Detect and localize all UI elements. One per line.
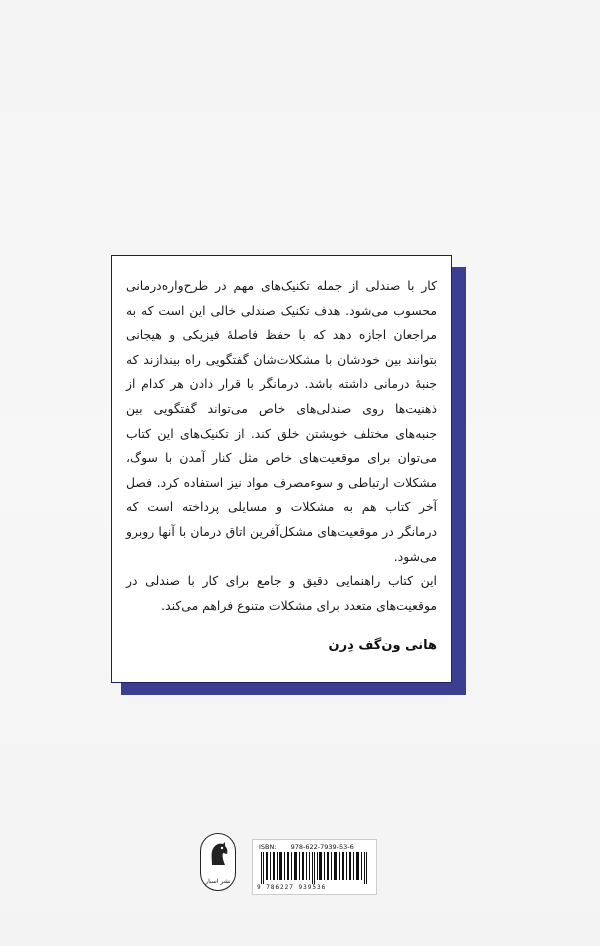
blurb-paragraph-2: این کتاب راهنمایی دقیق و جامع برای کار با صندلی در موقعیت‌های متعدد برای مشکلات متنوع فراهم می‌کند.: [126, 573, 437, 613]
author-name: هانی ون‌گف دِرن: [328, 638, 437, 653]
horse-head-icon: [206, 841, 230, 867]
barcode: [252, 839, 377, 895]
publisher-logo: [200, 833, 236, 891]
isbn-number: 978-622-7939-53-6: [290, 843, 354, 851]
blurb-text: [126, 274, 437, 618]
blurb-box: [111, 255, 452, 683]
barcode-digits: 9 786227 939536: [257, 884, 327, 891]
barcode-bars-icon: [261, 852, 369, 884]
publisher-name: نشر اسبار: [205, 878, 231, 885]
blurb-paragraph-1: کار با صندلی از جمله تکنیک‌های مهم در طرح‌واره‌درمانی محسوب می‌شود. هدف تکنیک صندلی خالی این است که به مراجعان اجازه دهد که با حفظ فاصلهٔ فیزیکی و هیجانی بتوانند بین خودشان با مشکلات‌شان گفتگویی راه بیندازند که جنبهٔ درمانی داشته باشد. درمانگر با قرار دادن هر کدام از ذهنیت‌ها روی صندلی‌های خاص می‌تواند گفتگویی بین جنبه‌های مختلف خویشتن خلق کند. از تکنیک‌های این کتاب می‌توان برای موقعیت‌های خاص مثل کنار آمدن با سوگ، مشکلات ارتباطی و سوءمصرف مواد نیز استفاده کرد. فصل آخر کتاب هم به مشکلات و مسایلی پرداخته است که درمانگر در موقعیت‌های مشکل‌آفرین اتاق درمان با آنها روبرو می‌شود.: [126, 278, 437, 564]
isbn-label: ISBN:: [259, 843, 277, 851]
isbn-line: [259, 843, 354, 851]
